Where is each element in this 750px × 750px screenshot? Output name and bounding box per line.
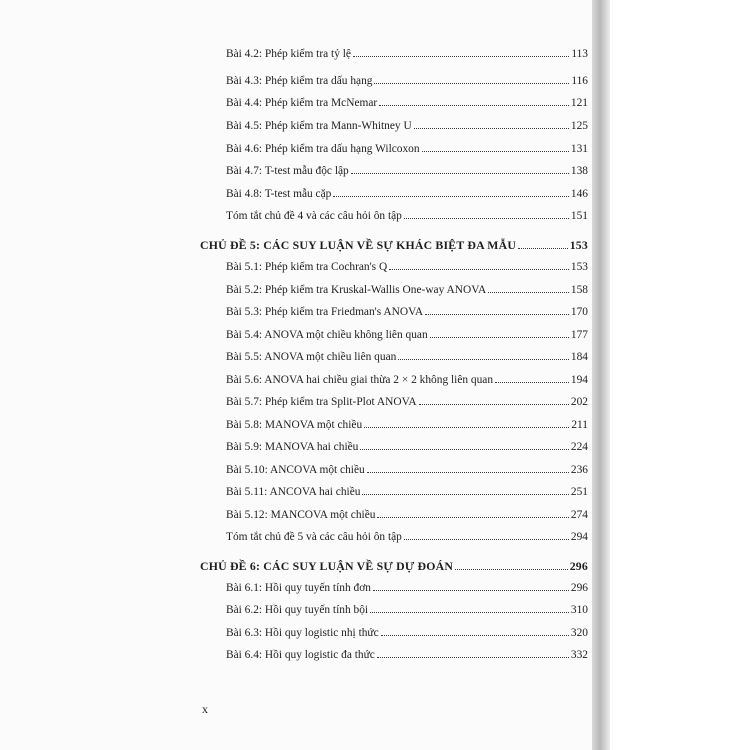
toc-entry-6-4 (226, 649, 588, 667)
toc-entry-page: 177 (570, 329, 588, 341)
toc-entry-page: 274 (570, 509, 588, 521)
toc-entry-5-10 (226, 464, 588, 482)
toc-entry-5-12 (226, 509, 588, 527)
toc-entry-title: Tóm tắt chủ đề 4 và các câu hỏi ôn tập (226, 210, 402, 222)
toc-entry-title: Bài 5.5: ANOVA một chiều liên quan (226, 351, 397, 363)
toc-entry-page: 211 (571, 419, 588, 431)
toc-entry-title: Bài 4.2: Phép kiểm tra tỷ lệ (226, 48, 351, 60)
toc-entry-5-5 (226, 351, 588, 369)
toc-entry-page: 153 (569, 238, 588, 252)
toc-entry-5-8 (226, 419, 588, 437)
toc-entry-title: Bài 4.4: Phép kiểm tra McNemar (226, 97, 378, 109)
toc-entry-title: Bài 4.7: T-test mẫu độc lập (226, 165, 349, 177)
dot-leader (362, 494, 568, 495)
dot-leader (377, 657, 569, 658)
toc-entry-title: Bài 5.3: Phép kiểm tra Friedman's ANOVA (226, 306, 424, 318)
toc-entry-5-6 (226, 374, 588, 392)
toc-entry-page: 310 (570, 604, 588, 616)
toc-entry-5-1 (226, 261, 588, 279)
toc-entry-5-11 (226, 486, 588, 504)
dot-leader (455, 569, 568, 570)
dot-leader (425, 314, 569, 315)
toc-entry-title: Bài 6.2: Hồi quy tuyến tính bội (226, 604, 369, 616)
dot-leader (430, 337, 569, 338)
toc-entry-title: Bài 5.1: Phép kiểm tra Cochran's Q (226, 261, 388, 273)
toc-entry-title: Bài 5.6: ANOVA hai chiều giai thừa 2 × 2 không liên quan (226, 374, 494, 386)
dot-leader (379, 105, 569, 106)
toc-entry-title: Bài 5.10: ANCOVA một chiều (226, 464, 365, 476)
dot-leader (373, 590, 569, 591)
toc-entry-6-2 (226, 604, 588, 622)
toc-entry-page: 224 (570, 441, 588, 453)
toc-entry-title: Bài 5.9: MANOVA hai chiều (226, 441, 359, 453)
dot-leader (370, 612, 569, 613)
toc-entry-title: Bài 4.8: T-test mẫu cặp (226, 188, 332, 200)
toc-entry-6-1 (226, 582, 588, 600)
dot-leader (488, 292, 569, 293)
toc-entry-title: Bài 5.4: ANOVA một chiều không liên quan (226, 329, 428, 341)
dot-leader (360, 449, 569, 450)
toc-entry-title: Bài 4.3: Phép kiểm tra dấu hạng (226, 75, 373, 87)
toc-entry-title: Bài 6.3: Hồi quy logistic nhị thức (226, 627, 379, 639)
dot-leader (364, 427, 569, 428)
toc-entry-summary-4 (226, 210, 588, 228)
dot-leader (414, 128, 569, 129)
dot-leader (381, 635, 569, 636)
toc-entry-5-9 (226, 441, 588, 459)
toc-entry-title: Bài 4.6: Phép kiểm tra dấu hạng Wilcoxon (226, 143, 420, 155)
toc-entry-5-7 (226, 396, 588, 414)
toc-entry-page: 332 (570, 649, 588, 661)
toc-entry-4-6 (226, 143, 588, 161)
toc-entry-title: Bài 5.7: Phép kiểm tra Split-Plot ANOVA (226, 396, 417, 408)
dot-leader (404, 539, 569, 540)
dot-leader (367, 472, 569, 473)
dot-leader (398, 359, 569, 360)
toc-entry-page: 138 (570, 165, 588, 177)
toc-entry-5-4 (226, 329, 588, 347)
toc-entry-6-3 (226, 627, 588, 645)
toc-entry-summary-5 (226, 531, 588, 549)
toc-entry-4-2 (226, 48, 588, 66)
toc-entry-title: Bài 5.2: Phép kiểm tra Kruskal-Wallis One-way ANOVA (226, 284, 487, 296)
toc-entry-title: Bài 5.8: MANOVA một chiều (226, 419, 363, 431)
toc-entry-page: 116 (571, 75, 588, 87)
toc-chapter-title: CHỦ ĐỀ 5: CÁC SUY LUẬN VỀ SỰ KHÁC BIỆT ĐA MẪU (200, 238, 517, 252)
toc-entry-page: 251 (570, 486, 588, 498)
toc-entry-page: 146 (570, 188, 588, 200)
toc-chapter-6 (200, 559, 588, 577)
toc-entry-page: 202 (570, 396, 588, 408)
toc-entry-page: 153 (570, 261, 588, 273)
toc-entry-4-8 (226, 188, 588, 206)
toc-entry-title: Bài 6.1: Hồi quy tuyến tính đơn (226, 582, 371, 594)
dot-leader (419, 404, 569, 405)
toc-entry-page: 113 (571, 48, 588, 60)
toc-entry-title: Tóm tắt chủ đề 5 và các câu hỏi ôn tập (226, 531, 402, 543)
toc-chapter-title: CHỦ ĐỀ 6: CÁC SUY LUẬN VỀ SỰ DỰ ĐOÁN (200, 559, 454, 573)
dot-leader (495, 382, 569, 383)
toc-entry-page: 158 (570, 284, 588, 296)
toc-entry-page: 125 (570, 120, 588, 132)
toc-entry-4-5 (226, 120, 588, 138)
dot-leader (422, 151, 569, 152)
toc-entry-title: Bài 5.12: MANCOVA một chiều (226, 509, 376, 521)
toc-entry-page: 170 (570, 306, 588, 318)
toc-entry-title: Bài 6.4: Hồi quy logistic đa thức (226, 649, 375, 661)
dot-leader (389, 269, 569, 270)
toc-entry-4-4 (226, 97, 588, 115)
page-edge-shadow (592, 0, 610, 750)
toc-entry-5-2 (226, 284, 588, 302)
toc-chapter-5 (200, 238, 588, 256)
toc-entry-page: 131 (570, 143, 588, 155)
toc-entry-page: 151 (570, 210, 588, 222)
toc-entry-title: Bài 5.11: ANCOVA hai chiều (226, 486, 361, 498)
toc-entry-page: 294 (570, 531, 588, 543)
toc-entry-page: 184 (570, 351, 588, 363)
toc-entry-page: 236 (570, 464, 588, 476)
dot-leader (518, 248, 568, 249)
dot-leader (374, 83, 569, 84)
toc-entry-page: 121 (570, 97, 588, 109)
toc-entry-title: Bài 4.5: Phép kiểm tra Mann-Whitney U (226, 120, 412, 132)
toc-entry-4-7 (226, 165, 588, 183)
dot-leader (377, 517, 568, 518)
toc-entry-page: 296 (569, 559, 588, 573)
page-folio: x (202, 702, 208, 716)
dot-leader (404, 218, 569, 219)
toc-entry-5-3 (226, 306, 588, 324)
toc-entry-page: 320 (570, 627, 588, 639)
dot-leader (333, 196, 569, 197)
toc-entry-page: 194 (570, 374, 588, 386)
toc-entry-page: 296 (570, 582, 588, 594)
dot-leader (351, 173, 569, 174)
dot-leader (353, 56, 569, 57)
toc-entry-4-3 (226, 75, 588, 93)
